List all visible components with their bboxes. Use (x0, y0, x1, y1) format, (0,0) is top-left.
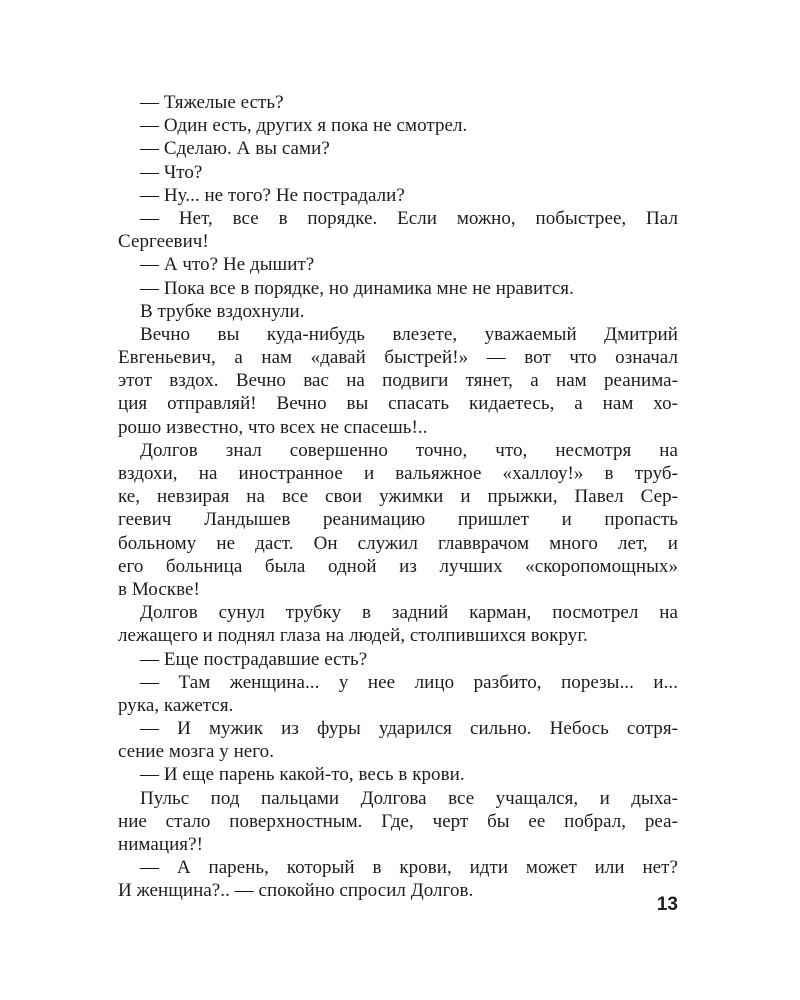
text-line: В трубке вздохнули. (140, 300, 305, 322)
text-line: — Еще пострадавшие есть? (140, 648, 368, 670)
text-line: рука, кажется. (118, 694, 234, 716)
text-line: — Нет, все в порядке. Если можно, побыстрее, Пал (140, 207, 678, 229)
text-line: геевич Ландышев реанимацию пришлет и пропасть (118, 509, 678, 531)
text-line: сение мозга у него. (118, 741, 274, 763)
text-line: И женщина?.. — спокойно спросил Долгов. (118, 880, 474, 902)
text-line: Пульс под пальцами Долгова все учащался, и дыха- (140, 787, 678, 809)
text-line: рошо известно, что всех не спасешь!.. (118, 416, 428, 438)
page-number: 13 (656, 894, 678, 915)
text-line: — Что? (140, 161, 203, 183)
text-line: — А что? Не дышит? (140, 254, 315, 276)
text-line: Сергеевич! (118, 231, 209, 253)
text-line: вздохи, на иностранное и вальяжное «халлоу!» в труб- (118, 463, 678, 484)
text-line: ние стало поверхностным. Где, черт бы ее побрал, реа- (118, 810, 678, 832)
text-line: Долгов знал совершенно точно, что, несмотря на (140, 439, 678, 461)
text-line: Долгов сунул трубку в задний карман, посмотрел на (140, 602, 678, 624)
text-line: — Там женщина... у нее лицо разбито, порезы... и... (140, 671, 678, 693)
text-line: нимация?! (118, 834, 203, 855)
text-line: ке, невзирая на все свои ужимки и прыжки, Павел Сер- (118, 486, 678, 508)
text-line: Вечно вы куда-нибудь влезете, уважаемый Дмитрий (140, 323, 678, 345)
text-line: — Сделаю. А вы сами? (140, 138, 330, 160)
text-line: больному не даст. Он служил главврачом много лет, и (118, 532, 678, 554)
text-line: — Пока все в порядке, но динамика мне не нравится. (140, 277, 574, 299)
text-line: лежащего и поднял глаза на людей, столпившихся вокруг. (118, 625, 588, 647)
text-line: — Ну... не того? Не пострадали? (140, 184, 405, 206)
body-text (118, 91, 678, 903)
text-line: — Один есть, других я пока не смотрел. (140, 115, 468, 137)
text-line: — И еще парень какой-то, весь в крови. (140, 764, 465, 786)
text-line: в Москве! (118, 578, 200, 600)
text-line: — А парень, который в крови, идти может или нет? (140, 857, 678, 879)
text-line: этот вздох. Вечно вас на подвиги тянет, а нам реанима- (118, 370, 678, 392)
text-line: — И мужик из фуры ударился сильно. Небось сотря- (140, 718, 678, 740)
text-line: Евгеньевич, а нам «давай быстрей!» — вот что означал (118, 347, 678, 369)
text-line: ция отправляй! Вечно вы спасать кидаетесь, а нам хо- (118, 393, 678, 415)
text-line: его больница была одной из лучших «скоропомощных» (118, 555, 678, 577)
text-line: — Тяжелые есть? (140, 92, 284, 113)
